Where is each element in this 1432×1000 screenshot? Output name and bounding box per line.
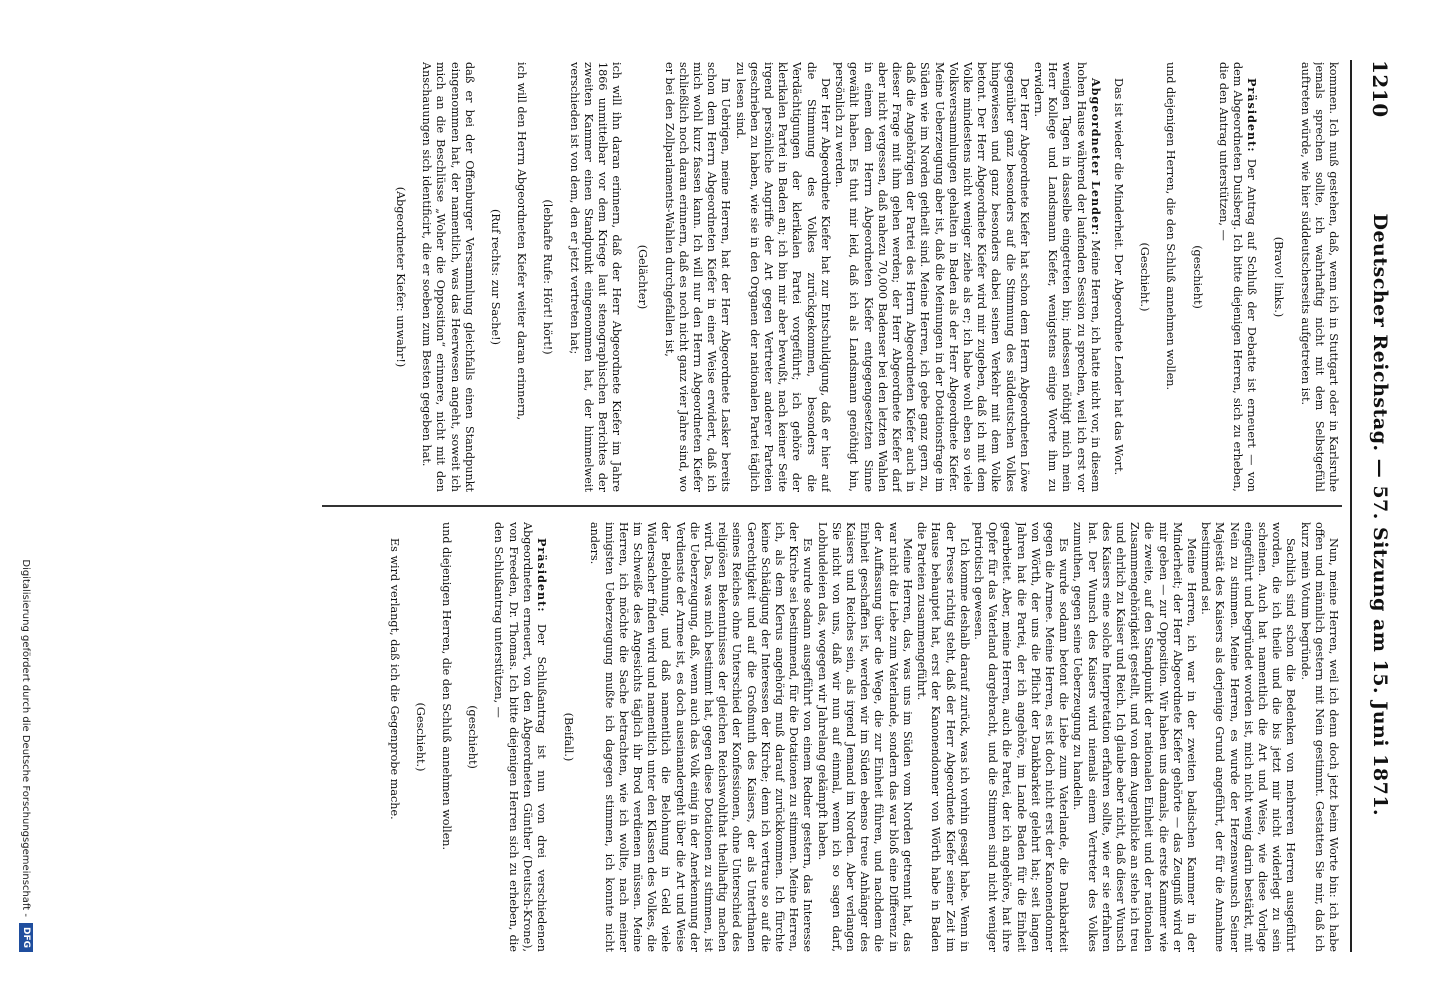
paragraph: und diejenigen Herren, die den Schluß annehmen wollen. — [440, 522, 454, 851]
paragraph: ich will den Herrn Abgeordneten Kiefer weiter daran erinnern, — [515, 62, 529, 421]
paragraph: Der Herr Abgeordnete Kiefer hat schon dem Herrn Abgeordneten Löwe gegenüber ganz besonders auf die Stimmung des süddeutschen Volkes hingewiesen und ganz besonders dabei seinen Verkehr mit dem Volke betont. Der Herr Abgeordnete Kiefer wird mir zugeben, daß ich mit dem Volke mindestens nicht weniger ziehe als er; ich habe wohl eben so viele Volksversammlungen gehalten in Baden als der Herr Abgeordnete Kiefer. Meine Ueberzeugung aber ist, daß die Meinungen in der Dotationsfrage im Süden wie im Norden getheilt sind. Meine Herren, ich gebe ganz gern zu, daß die Angehörigen der Partei des Herrn Abgeordneten Kiefer auch in dieser Frage mit ihm gehen werden; der Herr Abgeordnete Kiefer darf aber nicht vergessen, daß nahezu 70,000 Badenser bei den letzten Wahlen in einem dem Herrn Abgeordneten Kiefer entgegengesetzten Sinne gewählt haben. Es thut mir leid, daß ich als Landsmann genöthigt bin, persönlich zu werden. — [833, 62, 1031, 492]
paragraph: Im Uebrigen, meine Herren, hat der Herr Abgeordnete Lasker bereits schon dem Herrn Abgeordneten Kiefer in einer Weise erwidert, daß ich mich wohl kurz fassen kann. Ich will nur den Herrn Abgeordneten Kiefer schließlich noch daran erinnern, daß es noch nicht ganz vier Jahre sind, wo er bei den Zollparlaments-Wahlen durchgefallen ist, — [662, 62, 733, 492]
page-header — [1360, 60, 1400, 952]
paragraph: Meine Herren, das, was uns im Süden vom Norden getrennt hat, das war nicht die Liebe zum Vaterlande, sondern das war bloß eine Differenz in der Auffassung über die Wege, die zur Einheit führen, und nachdem die Einheit geschaffen ist, werden wir im Süden ebenso treue Anhänger des Kaisers und Reiches sein, als irgend Jemand im Norden. Aber verlangen Sie nicht von uns, daß wir nun auf einmal, wenn ich so sagen darf, Lobhudeleien das, wogegen wir Jahrelang gekämpft haben. — [815, 522, 914, 952]
dfg-logo: DFG — [19, 923, 33, 952]
reaction: (geschieht) — [466, 705, 480, 769]
paragraph: Es wurde sodann betont die Liebe zum Vaterlande, die Dankbarkeit gegen die Armee. Meine Herren, es ist doch nicht erst der Kanonendonner von Wörth, der uns die Pflicht der Dankbarkeit gelehrt hat; seit langen Jahren hat die Partei, der ich angehöre, im Lande Baden für die Einheit gearbeitet. Aber, meine Herren, auch die Partei, der ich angehöre, hat ihre Opfer für das Vaterland dargebracht, und die Stimmen sind nicht weniger patriotisch gewesen. — [971, 522, 1071, 952]
paragraph: Meine Herren, ich war in der zweiten badischen Kammer in der Minderheit; der Herr Abgeordnete Kiefer gehörte — das Zeugniß wird er mir geben — zur Opposition. Wir haben uns damals, die erste Kammer wie die zweite, auf den Standpunkt der nationalen Einheit und der nationalen Zusammengehörigkeit gestellt, und von dem Augenblicke an stehe ich treu und ehrlich zu Kaiser und Reich. Ich glaube aber nicht, daß dieser Wunsch des Kaisers eine solche Interpretation erfahren sollte, wie er sie erfahren hat. Der Wunsch des Kaisers wird niemals einem Vertreter des Volkes zumuthen, gegen seine Ueberzeugung zu handeln. — [1071, 522, 1198, 952]
left-column — [310, 62, 1340, 492]
speech-text: Der Antrag auf Schluß der Debatte ist erneuert — von dem Abgeordneten Duisberg. Ich bitte diejenigen Herren, sich zu erheben, die den Antrag unterstützen, — — [1216, 62, 1259, 492]
reaction: (Geschieht.) — [413, 702, 427, 772]
paragraph: Nun, meine Herren, weil ich denn doch jetzt beim Worte bin: ich habe offen und männlich gestern mit Nein gestimmt. Gestatten Sie mir, daß ich kurz mein Votum begründe. — [1298, 522, 1340, 952]
paragraph — [1216, 62, 1260, 492]
page-title: Deutscher Reichstag. — 57. Sitzung am 15. Juni 1871. — [1369, 213, 1391, 817]
paragraph: Es wurde sodann ausgeführt von einem Redner gestern, das Interesse der Kirche sei bestimmend, für die Dotationen zu stimmen. Meine Herren, ich, als dem Klerus angehörig muß darauf zurückkommen. Ich fürchte keine Schädigung der Interessen der Kirche; denn ich vertraue so auf die Gerechtigkeit und auf die Großmuth des Kaisers, der als Unterthanen seines Reiches ohne Unterschied der Konfessionen, ohne Unterschied des religiösen Bekenntnisses der gleichen Reichswohlthat theilhaftig machen wird. Das, was mich bestimmt hat, gegen diese Dotationen zu stimmen, ist die Ueberzeugung, daß, wenn auch das Volk einig in der Anerkennung der Verdienste der Armee ist, es doch auseinandergeht über die Art und Weise der Belohnung, und daß namentlich die Belohnung in Geld viele Widersacher finden wird und namentlich unter den Klassen des Volkes, die im Schweiße des Angesichts täglich ihr Brod verdienen müssen. Meine Herren, ich möchte die Sache betrachten, wie ich wollte, nach meiner innigsten Ueberzeugung mußte ich dagegen stimmen, ich konnte nicht anders. — [588, 522, 815, 952]
reaction: (Geschieht.) — [1138, 242, 1152, 312]
digitization-note: Digitalisierung gefördert durch die Deutsche Forschungsgemeinschaft - — [20, 559, 32, 917]
paragraph — [491, 522, 549, 952]
paragraph: Es wird verlangt, daß ich die Gegenprobe mache. — [387, 538, 401, 820]
paragraph: Das ist wieder die Minderheit. Der Abgeordnete Lender hat das Wort. — [1111, 78, 1125, 476]
speaker-name: Präsident: — [535, 538, 550, 613]
speaker-name: Präsident: — [1245, 78, 1260, 153]
reaction: (Gelächter) — [636, 244, 650, 310]
paragraph: kommen. Ich muß gestehen, daß, wenn ich in Stuttgart oder in Karlsruhe jemals sprechen sollte, ich wahrhaftig nicht mit dem Selbstgefühl auftreten würde, wie hier süddeutscherseits aufgetreten ist. — [1298, 62, 1340, 492]
speech-text: Der Schlußantrag ist nun von drei verschiedenen Abgeordneten erneuert, von den Abgeordneten Günther (Deutsch-Krone), von Freeden, Dr. Thomas. Ich bitte diejenigen Herren sich zu erheben, die den Schlußantrag unterstützen, — — [492, 522, 549, 952]
paragraph: Sachlich sind schon die Bedenken von mehreren Herren ausgeführt worden, die ich theile und die bis jetzt mir nicht widerlegt zu sein scheinen. Auch hat namentlich die Art und Weise, wie diese Vorlage eingeführt und begründet worden ist, mich nicht wenig darin bestärkt, mit Nein zu stimmen. Meine Herren, es wurde der Herzenswunsch Seiner Majestät des Kaisers als derjenige Grund angeführt, der für die Annahme bestimmend sei. — [1199, 522, 1298, 952]
paragraph: und diejenigen Herren, die den Schluß annehmen wollen. — [1164, 62, 1178, 391]
speech-text: Meine Herren, ich hatte nicht vor, in diesem hohen Hause während der laufenden Session zu sprechen, weil ich erst vor wenigen Tagen in dasselbe eingetreten bin; indessen nöthigt mich mein Herr Kollege und Landsmann Kiefer, wenigstens einige Worte ihm zu erwidern. — [1031, 62, 1102, 492]
reaction: (Bravo! links.) — [1272, 236, 1286, 318]
column-divider — [322, 505, 1342, 507]
paragraph — [1031, 62, 1103, 492]
digitization-footer — [15, 60, 37, 952]
reaction: (Ruf rechts: zur Sache!) — [489, 209, 503, 345]
paragraph: daß er bei der Offenburger Versammlung gleichfalls einen Standpunkt eingenommen hat, der namentlich, was das Heerwesen angeht, soweit ich mich an die Beschlüsse „Woher die Opposition“ erinnere, nicht mit den Anschauungen sich identificirt, die er soeben zum Besten gegeben hat. — [420, 62, 476, 492]
reaction: (Beifall.) — [562, 712, 576, 762]
reaction: (Abgeordneter Kiefer: unwahr!) — [394, 186, 408, 368]
paragraph: Der Herr Abgeordnete Kiefer hat zur Entschuldigung, daß er hier auf die Stimmung des Volkes zurückgekommen, besonders die Verdächtigungen der klerikalen Partei vorgeführt; ich gehöre der klerikalen Partei in Baden an; ich bin mir aber bewußt, nach keiner Seite irgend persönliche Angriffe der Art gegen Vertreter anderer Parteien geschrieben zu haben, wie sie in den Organen der nationalen Partei täglich zu lesen sind. — [733, 62, 832, 492]
header-rule — [1350, 60, 1352, 952]
paragraph: Ich komme deshalb darauf zurück, was ich vorhin gesagt habe. Wenn in der Presse richtig steht, daß der Herr Abgeordnete Kiefer seiner Zeit im Hause behauptet hat, erst der Kanonendonner von Wörth habe in Baden die Parteien zusammengeführt. — [915, 522, 971, 952]
paragraph: ich will ihn daran erinnern, daß der Herr Abgeordnete Kiefer im Jahre 1866 unmittelbar vor dem Kriege laut stenographischen Berichtes der zweiten Kammer einen Standpunkt eingenommen hat, der himmelweit verschieden ist von dem, den er jetzt vertreten hat; — [567, 62, 624, 492]
right-column — [310, 522, 1340, 952]
reaction: (geschieht) — [1190, 245, 1204, 309]
speaker-name: Abgeordneter Lender: — [1088, 78, 1103, 237]
reaction: (lebhafte Rufe: Hört! hört!) — [541, 199, 555, 355]
page-number: 1210 — [1368, 60, 1392, 118]
